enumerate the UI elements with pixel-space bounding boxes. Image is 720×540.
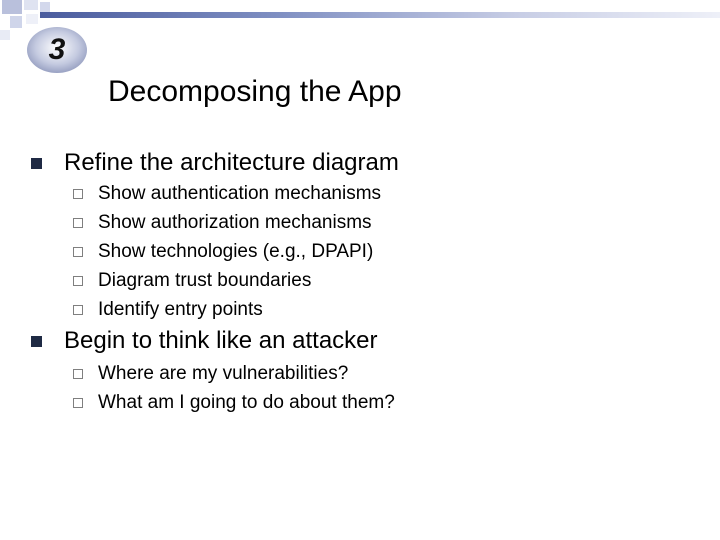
bullet-text: Begin to think like an attacker <box>64 327 378 354</box>
hollow-square-icon <box>73 369 83 379</box>
slide-title: Decomposing the App <box>108 75 402 108</box>
header-decoration <box>0 0 720 60</box>
decor-square <box>26 14 38 24</box>
hollow-square-icon <box>73 398 83 408</box>
hollow-square-icon <box>73 218 83 228</box>
sub-bullet-text: Show technologies (e.g., DPAPI) <box>98 241 374 262</box>
decor-square <box>40 2 50 12</box>
sub-bullet-text: Where are my vulnerabilities? <box>98 363 349 384</box>
decor-square <box>24 0 38 10</box>
sub-bullet-text: What am I going to do about them? <box>98 392 395 413</box>
filled-square-icon <box>31 158 42 169</box>
decor-square <box>10 16 22 28</box>
sub-bullet-text: Diagram trust boundaries <box>98 270 312 291</box>
sub-bullet-text: Show authorization mechanisms <box>98 212 372 233</box>
hollow-square-icon <box>73 189 83 199</box>
sub-bullet-text: Show authentication mechanisms <box>98 183 382 204</box>
sub-bullet-text: Identify entry points <box>98 299 263 320</box>
hollow-square-icon <box>73 305 83 315</box>
hollow-square-icon <box>73 247 83 257</box>
header-gradient-bar <box>40 12 720 18</box>
slide-number: 3 <box>48 33 66 66</box>
filled-square-icon <box>31 336 42 347</box>
decor-square <box>2 0 22 14</box>
decor-square <box>0 30 10 40</box>
hollow-square-icon <box>73 276 83 286</box>
bullet-text: Refine the architecture diagram <box>64 149 399 176</box>
